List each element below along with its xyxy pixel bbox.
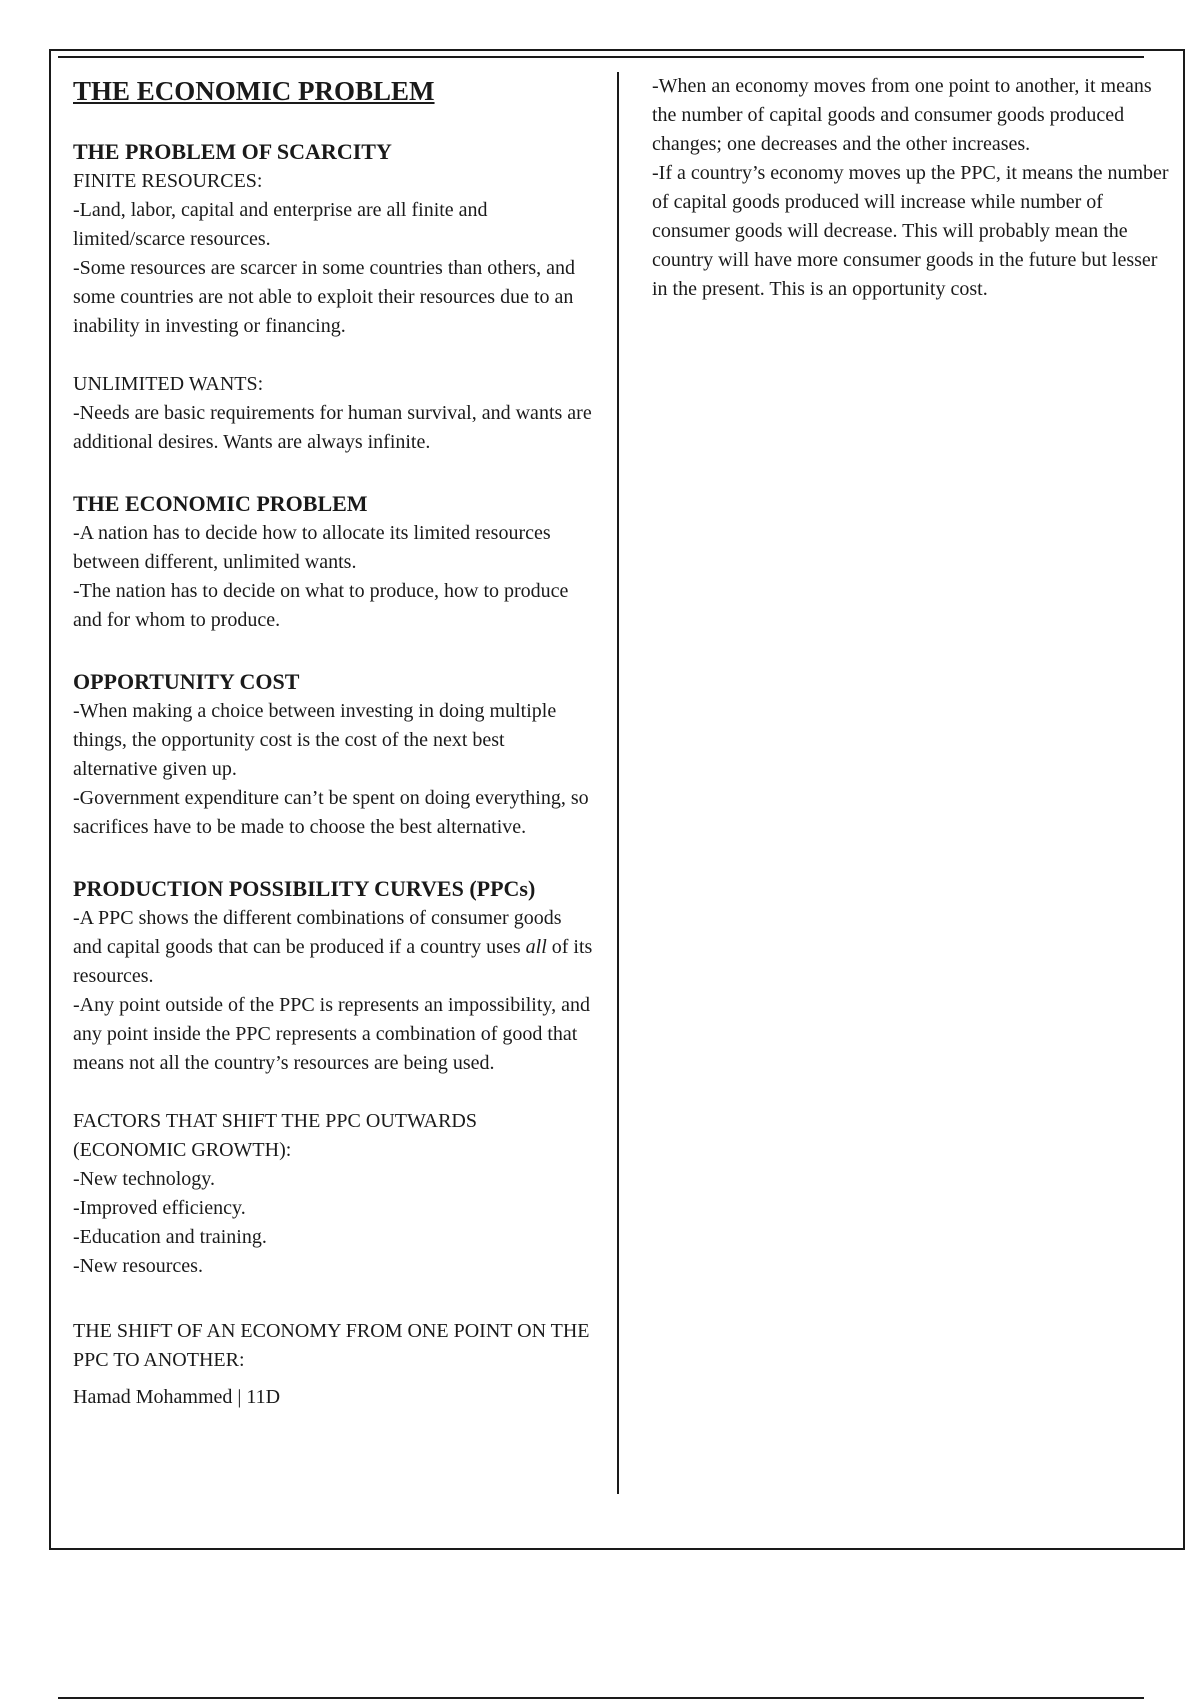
- finite-resources-paragraph-2: -Some resources are scarcer in some countries than others, and some countries are not able to exploit their resources due to an inability in investing or financing.: [73, 257, 576, 337]
- ppc-paragraph-1-end: of its resources.: [73, 936, 593, 987]
- factor-item: -Education and training.: [73, 1226, 267, 1248]
- top-rule: [58, 56, 1144, 58]
- ppc-paragraph-1-emphasis: all: [525, 936, 547, 958]
- document-title: THE ECONOMIC PROBLEM: [73, 76, 435, 106]
- opportunity-cost-paragraph-1: -When making a choice between investing in doing multiple things, the opportunity cost is the cost of the next best alternative given up.: [73, 700, 557, 780]
- left-column: [73, 72, 593, 1412]
- economic-problem-paragraph-1: -A nation has to decide how to allocate its limited resources between different, unlimited wants.: [73, 522, 551, 573]
- finite-resources-label: FINITE RESOURCES:: [73, 170, 263, 192]
- heading-economic-problem: THE ECONOMIC PROBLEM: [73, 491, 368, 516]
- heading-opportunity-cost: OPPORTUNITY COST: [73, 669, 300, 694]
- factor-item: -New resources.: [73, 1255, 203, 1277]
- heading-ppc: PRODUCTION POSSIBILITY CURVES (PPCs): [73, 876, 536, 901]
- ppc-paragraph-1: [73, 904, 593, 991]
- finite-resources-paragraph-1: -Land, labor, capital and enterprise are all finite and limited/scarce resources.: [73, 199, 488, 250]
- economic-problem-paragraph-2: -The nation has to decide on what to produce, how to produce and for whom to produce.: [73, 580, 569, 631]
- unlimited-wants-label: UNLIMITED WANTS:: [73, 373, 264, 395]
- column-divider: [617, 72, 619, 1494]
- ppc-paragraph-2: -Any point outside of the PPC is represents an impossibility, and any point inside the PPC represents a combination of good that means not all the country’s resources are being used.: [73, 994, 591, 1074]
- opportunity-cost-paragraph-2: -Government expenditure can’t be spent on doing everything, so sacrifices have to be made to choose the best alternative.: [73, 787, 589, 838]
- shift-paragraph-2: -If a country’s economy moves up the PPC, it means the number of capital goods produced will increase while number of consumer goods will decrease. This will probably mean the country will have more consumer goods in the future but lesser in the present. This is an opportunity cost.: [652, 162, 1169, 300]
- shift-label: THE SHIFT OF AN ECONOMY FROM ONE POINT ON THE PPC TO ANOTHER:: [73, 1320, 590, 1371]
- unlimited-wants-paragraph: -Needs are basic requirements for human survival, and wants are additional desires. Wants are always infinite.: [73, 402, 592, 453]
- ppc-paragraph-1-start: -A PPC shows the different combinations of consumer goods and capital goods that can be produced if a country uses: [73, 907, 562, 958]
- factor-item: -New technology.: [73, 1168, 215, 1190]
- bottom-rule: [58, 1697, 1144, 1699]
- shift-paragraph-1: -When an economy moves from one point to another, it means the number of capital goods and consumer goods produced changes; one decreases and the other increases.: [652, 75, 1152, 155]
- right-column: [652, 72, 1172, 304]
- factor-item: -Improved efficiency.: [73, 1197, 246, 1219]
- footer-author: Hamad Mohammed | 11D: [73, 1386, 281, 1408]
- factors-label: FACTORS THAT SHIFT THE PPC OUTWARDS (ECONOMIC GROWTH):: [73, 1110, 477, 1161]
- heading-scarcity: THE PROBLEM OF SCARCITY: [73, 139, 392, 164]
